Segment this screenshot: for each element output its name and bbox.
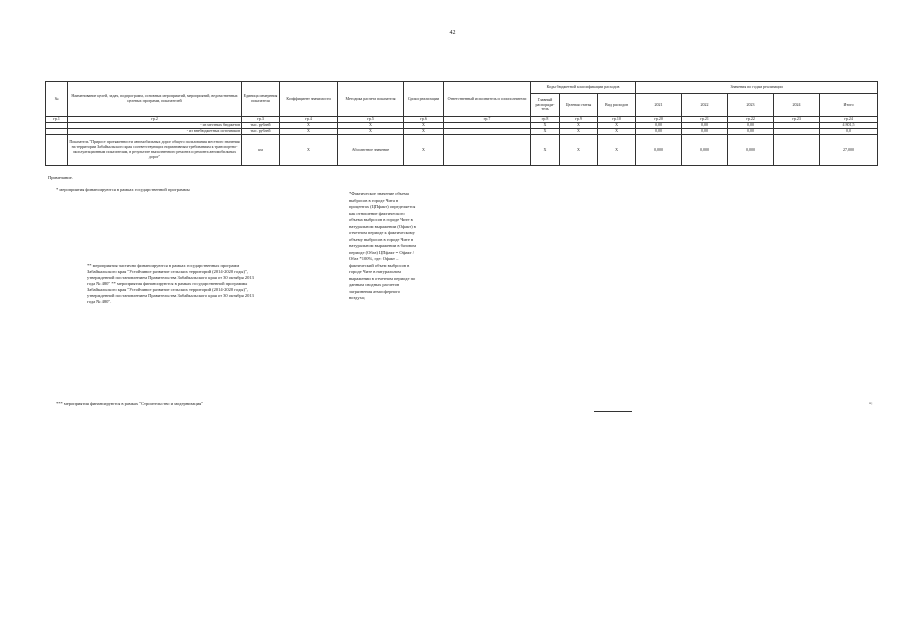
cell-2023: 0,00 <box>728 129 774 135</box>
column-number: гр.3 <box>242 117 280 123</box>
cell-name: Показатель "Прирост протяженности автомобильных дорог общего пользования местного значения на территории Забайкальского края соответствующих нормативным требованиям к транспортно-эксплуатационным показателям, в результате выполненного ремонта и ремонта автомобильных дорог" <box>68 135 242 166</box>
cell-2022: 0,00 <box>682 123 728 129</box>
cell-main-manager: X <box>531 123 560 129</box>
cell-num <box>46 135 68 166</box>
cell-2022: 0,000 <box>682 135 728 166</box>
cell-method: X <box>338 129 404 135</box>
header-budget-codes: Коды бюджетной классификации расходов <box>531 82 636 94</box>
table-row <box>46 135 878 166</box>
column-number: гр.6 <box>404 117 444 123</box>
cell-total: 0,0 <box>820 129 878 135</box>
header-num: № <box>46 82 68 117</box>
column-number: гр.23 <box>774 117 820 123</box>
closing-quote-mark: »; <box>869 400 873 405</box>
cell-main-manager: X <box>531 135 560 166</box>
header-main-manager: Главный распоряди-тель <box>531 94 560 117</box>
cell-method: Абсолютное значение <box>338 135 404 166</box>
header-values-by-year: Значения по годам реализации <box>636 82 878 94</box>
header-method: Методика расчета показателя <box>338 82 404 117</box>
header-year-2023: 2023 <box>728 94 774 117</box>
cell-expense-type: X <box>598 129 636 135</box>
footnote-1: * мероприятия финансируются в рамках государственной программы <box>56 187 190 192</box>
column-number: гр.7 <box>444 117 531 123</box>
header-year-2022: 2022 <box>682 94 728 117</box>
cell-2021: 0,00 <box>636 123 682 129</box>
footnote-2: ** мероприятия частично финансируются в рамках государственных программ Забайкальского края "Устойчивое развитие сельских территорий (2014-2020 годы)", утвержденной постановлением Правительства Забайкальского края от 30 октября 2013 года № 480" ** мероприятия финансируются в рамках государственной программы Забайкальского края "Устойчивое развитие сельских территорий (2014-2020 годы)", утвержденной постановлением Правительства Забайкальского края от 30 октября 2013 года № 480". <box>87 263 254 305</box>
column-number: гр.10 <box>598 117 636 123</box>
cell-term: X <box>404 123 444 129</box>
cell-2022: 0,00 <box>682 129 728 135</box>
cell-unit: тыс. рублей <box>242 123 280 129</box>
header-term: Сроки реализации <box>404 82 444 117</box>
cell-2021: 0,00 <box>636 129 682 135</box>
header-responsible: Ответственный исполнитель и соисполнители <box>444 82 531 117</box>
header-coef: Коэффициент значимости <box>280 82 338 117</box>
column-number: гр.20 <box>636 117 682 123</box>
column-number: гр.24 <box>820 117 878 123</box>
header-name: Наименование целей, задач, подпрограмм, основных мероприятий, мероприятий, ведомственных целевых программ, показателей <box>68 82 242 117</box>
cell-2024 <box>774 135 820 166</box>
cell-2021: 0,000 <box>636 135 682 166</box>
cell-coef: X <box>280 129 338 135</box>
footnote-3: *** мероприятия финансируются в рамках "Строительство и модернизация" <box>56 401 204 406</box>
cell-term: X <box>404 135 444 166</box>
column-number: гр.4 <box>280 117 338 123</box>
header-total: Итого <box>820 94 878 117</box>
column-number: гр.1 <box>46 117 68 123</box>
cell-target-article: X <box>560 135 598 166</box>
column-number: гр.21 <box>682 117 728 123</box>
cell-expense-type: X <box>598 123 636 129</box>
cell-main-manager: X <box>531 129 560 135</box>
cell-target-article: X <box>560 129 598 135</box>
header-target-article: Целевая статья <box>560 94 598 117</box>
cell-coef: X <box>280 135 338 166</box>
divider-line <box>594 411 632 412</box>
page-number: 42 <box>449 30 456 36</box>
cell-total: 4 801,5 <box>820 123 878 129</box>
cell-coef: X <box>280 123 338 129</box>
column-number: гр.8 <box>531 117 560 123</box>
cell-target-article: X <box>560 123 598 129</box>
header-unit: Единица измерения показателя <box>242 82 280 117</box>
formula-note: *Фактическое значение объема выбросов в городе Чита в процентах (ЦПфакт) определяется как отношение фактического объема выбросов в городе Чите в натуральном выражении (Офакт) в отчетном периоде к фактическому объему выбросов в городе Чите в натуральном выражении в базовом периоде (Обаз) ЦПфакт = Офакт / Обаз *100%, где: Офакт – фактический объем выбросов в городе Чите в натуральном выражении в отчетном периоде по данным сводных расчетов загрязнения атмосферного воздуха; <box>349 191 417 301</box>
indicators-table <box>45 81 878 166</box>
cell-2023: 0,00 <box>728 123 774 129</box>
cell-name: - из местных бюджетов <box>68 123 242 129</box>
cell-term: X <box>404 129 444 135</box>
cell-unit: тыс. рублей <box>242 129 280 135</box>
cell-total: 27,000 <box>820 135 878 166</box>
header-expense-type: Вид расходов <box>598 94 636 117</box>
column-number: гр.9 <box>560 117 598 123</box>
cell-unit: км <box>242 135 280 166</box>
header-year-2021: 2021 <box>636 94 682 117</box>
column-number: гр.5 <box>338 117 404 123</box>
column-number: гр.2 <box>68 117 242 123</box>
cell-name: - из внебюджетных источников <box>68 129 242 135</box>
column-number: гр.22 <box>728 117 774 123</box>
cell-expense-type: X <box>598 135 636 166</box>
header-row-top <box>46 82 878 94</box>
cell-2023: 0,000 <box>728 135 774 166</box>
header-year-2024: 2024 <box>774 94 820 117</box>
cell-method: X <box>338 123 404 129</box>
cell-responsible <box>444 135 531 166</box>
notes-title: Примечание. <box>48 175 73 180</box>
